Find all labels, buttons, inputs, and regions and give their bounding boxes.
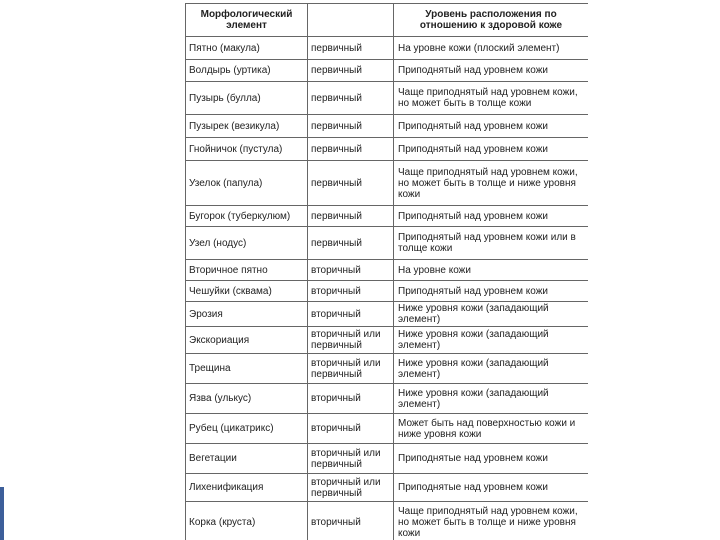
- table-row: [186, 354, 589, 384]
- table-row: [186, 37, 589, 60]
- table-body: [186, 37, 589, 540]
- cell-level: Приподнятый над уровнем кожи: [394, 281, 589, 302]
- cell-element: Волдырь (уртика): [186, 60, 308, 82]
- cell-level: Приподнятый над уровнем кожи или в толще кожи: [394, 227, 589, 260]
- table-row: [186, 206, 589, 227]
- cell-level: Чаще приподнятый над уровнем кожи, но может быть в толще и ниже уровня кожи: [394, 161, 589, 206]
- cell-type: вторичный: [308, 384, 394, 414]
- cell-type: первичный: [308, 206, 394, 227]
- cell-type: первичный: [308, 60, 394, 82]
- cell-type: вторичный: [308, 502, 394, 540]
- table-row: [186, 444, 589, 474]
- cell-type: вторичный: [308, 414, 394, 444]
- table-row: [186, 138, 589, 161]
- cell-type: вторичный или первичный: [308, 444, 394, 474]
- cell-level: Ниже уровня кожи (западающий элемент): [394, 327, 589, 354]
- cell-level: Приподнятые над уровнем кожи: [394, 474, 589, 502]
- cell-type: вторичный: [308, 302, 394, 327]
- table-row: [186, 115, 589, 138]
- cell-type: первичный: [308, 138, 394, 161]
- table-row: [186, 414, 589, 444]
- cell-element: Трещина: [186, 354, 308, 384]
- table-row: [186, 302, 589, 327]
- cell-type: вторичный: [308, 281, 394, 302]
- table-header-row: [186, 4, 589, 37]
- cell-element: Лихенификация: [186, 474, 308, 502]
- cell-level: Приподнятый над уровнем кожи: [394, 60, 589, 82]
- table-row: [186, 260, 589, 281]
- cell-element: Пятно (макула): [186, 37, 308, 60]
- table-row: [186, 502, 589, 540]
- cell-level: Приподнятый над уровнем кожи: [394, 206, 589, 227]
- cell-element: Рубец (цикатрикс): [186, 414, 308, 444]
- cell-level: Приподнятый над уровнем кожи: [394, 138, 589, 161]
- cell-level: Приподнятые над уровнем кожи: [394, 444, 589, 474]
- table-row: [186, 161, 589, 206]
- cell-element: Вегетации: [186, 444, 308, 474]
- table-row: [186, 281, 589, 302]
- cell-element: Вторичное пятно: [186, 260, 308, 281]
- cell-type: вторичный или первичный: [308, 474, 394, 502]
- cell-element: Гнойничок (пустула): [186, 138, 308, 161]
- cell-element: Чешуйки (сквама): [186, 281, 308, 302]
- cell-type: вторичный или первичный: [308, 327, 394, 354]
- cell-level: Ниже уровня кожи (западающий элемент): [394, 354, 589, 384]
- table-row: [186, 384, 589, 414]
- slide-accent-bar: [0, 487, 4, 540]
- table-row: [186, 82, 589, 115]
- cell-element: Корка (круста): [186, 502, 308, 540]
- header-element: Морфологический элемент: [186, 4, 308, 37]
- morphology-table-container: [185, 3, 588, 540]
- table-row: [186, 474, 589, 502]
- cell-element: Эрозия: [186, 302, 308, 327]
- cell-level: Ниже уровня кожи (западающий элемент): [394, 384, 589, 414]
- cell-type: вторичный: [308, 260, 394, 281]
- table-row: [186, 327, 589, 354]
- cell-level: На уровне кожи: [394, 260, 589, 281]
- header-level: Уровень расположения по отношению к здоровой коже: [394, 4, 589, 37]
- cell-level: Может быть над поверхностью кожи и ниже уровня кожи: [394, 414, 589, 444]
- table-row: [186, 227, 589, 260]
- cell-level: Чаще приподнятый над уровнем кожи, но может быть в толще и ниже уровня кожи: [394, 502, 589, 540]
- cell-element: Узел (нодус): [186, 227, 308, 260]
- cell-type: первичный: [308, 82, 394, 115]
- cell-type: первичный: [308, 227, 394, 260]
- cell-type: первичный: [308, 161, 394, 206]
- cell-element: Экскориация: [186, 327, 308, 354]
- cell-type: первичный: [308, 115, 394, 138]
- cell-element: Бугорок (туберкулюм): [186, 206, 308, 227]
- cell-element: Пузырек (везикула): [186, 115, 308, 138]
- morphology-table: [185, 3, 588, 540]
- cell-element: Узелок (папула): [186, 161, 308, 206]
- cell-level: Ниже уровня кожи (западающий элемент): [394, 302, 589, 327]
- cell-element: Пузырь (булла): [186, 82, 308, 115]
- cell-level: На уровне кожи (плоский элемент): [394, 37, 589, 60]
- table-row: [186, 60, 589, 82]
- cell-level: Приподнятый над уровнем кожи: [394, 115, 589, 138]
- cell-level: Чаще приподнятый над уровнем кожи, но может быть в толще кожи: [394, 82, 589, 115]
- cell-element: Язва (улькус): [186, 384, 308, 414]
- header-type: [308, 4, 394, 37]
- cell-type: первичный: [308, 37, 394, 60]
- cell-type: вторичный или первичный: [308, 354, 394, 384]
